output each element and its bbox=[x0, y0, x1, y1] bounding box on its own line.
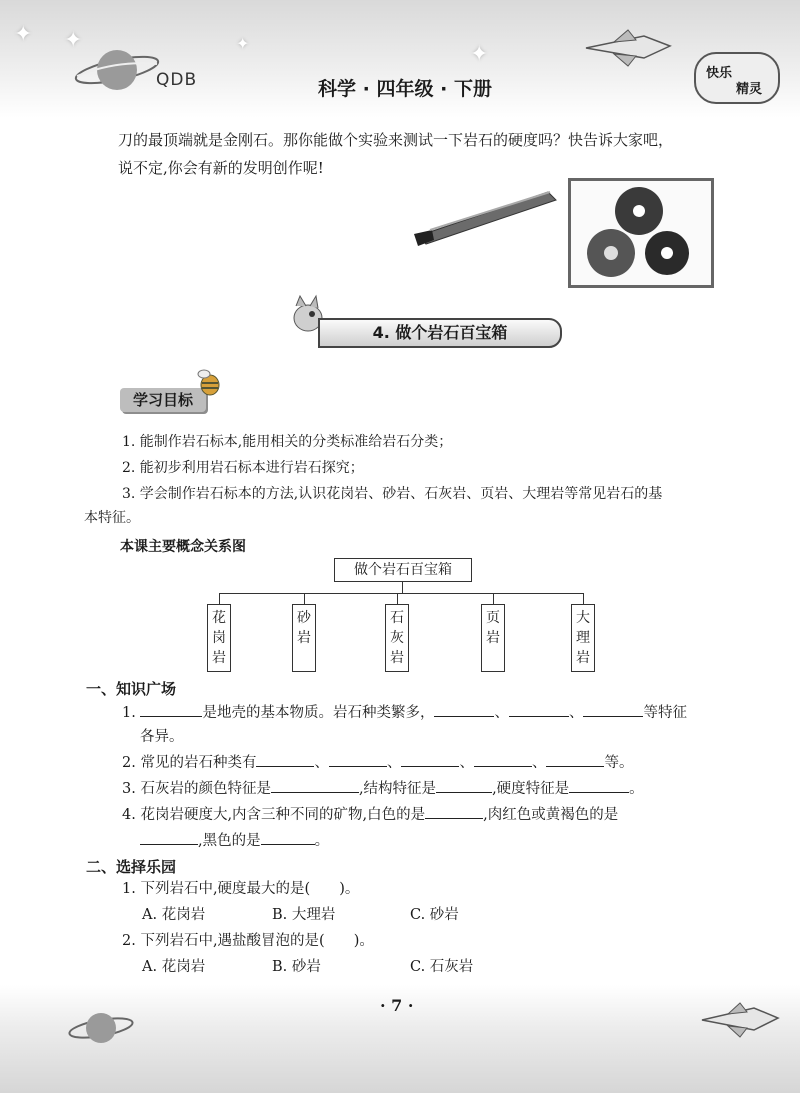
option-c[interactable]: C. 石灰岩 bbox=[410, 959, 474, 975]
intro-line-2: 说不定,你会有新的发明创作呢! bbox=[118, 159, 324, 177]
space-shuttle-icon bbox=[700, 1000, 780, 1040]
saw-blades-image bbox=[568, 178, 714, 288]
choice-question-2: 2. 下列岩石中,遇盐酸冒泡的是( )。 bbox=[122, 933, 374, 949]
goal-item: 2. 能初步利用岩石标本进行岩石探究； bbox=[122, 460, 364, 476]
concept-root: 做个岩石百宝箱 bbox=[334, 558, 472, 582]
goals-label: 学习目标 bbox=[120, 388, 206, 412]
option-a[interactable]: A. 花岗岩 bbox=[142, 959, 206, 975]
star-icon: ✦ bbox=[64, 28, 83, 53]
connector-line bbox=[493, 593, 494, 604]
planet-icon bbox=[72, 40, 162, 100]
question-3: 3. 石灰岩的颜色特征是 ,结构特征是 ,硬度特征是 。 bbox=[122, 778, 644, 800]
question-1: 1. 是地壳的基本物质。岩石种类繁多， 、 、 等特征 bbox=[122, 702, 687, 724]
space-shuttle-icon bbox=[584, 28, 674, 68]
connector-line bbox=[219, 593, 584, 594]
option-c[interactable]: C. 砂岩 bbox=[410, 907, 459, 923]
goal-item: 3. 学会制作岩石标本的方法,认识花岗岩、砂岩、石灰岩、页岩、大理岩等常见岩石的基 bbox=[122, 486, 663, 502]
page-number: · 7 · bbox=[380, 996, 414, 1015]
happy-sprite-badge: 快乐 精灵 bbox=[694, 52, 780, 104]
choice-question-1: 1. 下列岩石中,硬度最大的是( )。 bbox=[122, 881, 360, 897]
connector-line bbox=[402, 581, 403, 593]
star-icon: ✦ bbox=[470, 42, 489, 67]
concept-leaf: 花岗岩 bbox=[207, 604, 231, 672]
intro-line-1: 刀的最顶端就是金刚石。那你能做个实验来测试一下岩石的硬度吗？快告诉大家吧， bbox=[118, 131, 674, 149]
option-b[interactable]: B. 大理岩 bbox=[272, 907, 336, 923]
connector-line bbox=[304, 593, 305, 604]
option-b[interactable]: B. 砂岩 bbox=[272, 959, 321, 975]
concept-leaf: 砂岩 bbox=[292, 604, 316, 672]
bee-mascot-icon bbox=[196, 368, 224, 398]
glass-cutter-image bbox=[410, 180, 560, 250]
connector-line bbox=[397, 593, 398, 604]
concept-leaf: 石灰岩 bbox=[385, 604, 409, 672]
part1-title: 一、知识广场 bbox=[86, 680, 177, 698]
concept-leaf: 大理岩 bbox=[571, 604, 595, 672]
section-title: 4. 做个岩石百宝箱 bbox=[318, 318, 562, 348]
goal-item: 1. 能制作岩石标本,能用相关的分类标准给岩石分类； bbox=[122, 434, 453, 450]
connector-line bbox=[583, 593, 584, 604]
goal-item-continued: 本特征。 bbox=[84, 510, 140, 526]
publisher-logo: QDB bbox=[156, 70, 198, 90]
concept-leaf: 页岩 bbox=[481, 604, 505, 672]
question-4: 4. 花岗岩硬度大,内含三种不同的矿物,白色的是 ,肉红色或黄褐色的是 bbox=[122, 804, 618, 826]
question-4-cont: ,黑色的是 。 bbox=[140, 830, 329, 852]
connector-line bbox=[219, 593, 220, 604]
concept-map-heading: 本课主要概念关系图 bbox=[120, 539, 246, 555]
question-1-cont: 各异。 bbox=[140, 729, 184, 745]
option-a[interactable]: A. 花岗岩 bbox=[142, 907, 206, 923]
planet-icon bbox=[66, 1006, 136, 1050]
part2-title: 二、选择乐园 bbox=[86, 858, 177, 876]
star-icon: ✦ bbox=[236, 34, 250, 53]
page-title: 科学 · 四年级 · 下册 bbox=[318, 78, 492, 100]
question-2: 2. 常见的岩石种类有 、 、 、 、 等。 bbox=[122, 752, 633, 774]
star-icon: ✦ bbox=[14, 22, 33, 47]
